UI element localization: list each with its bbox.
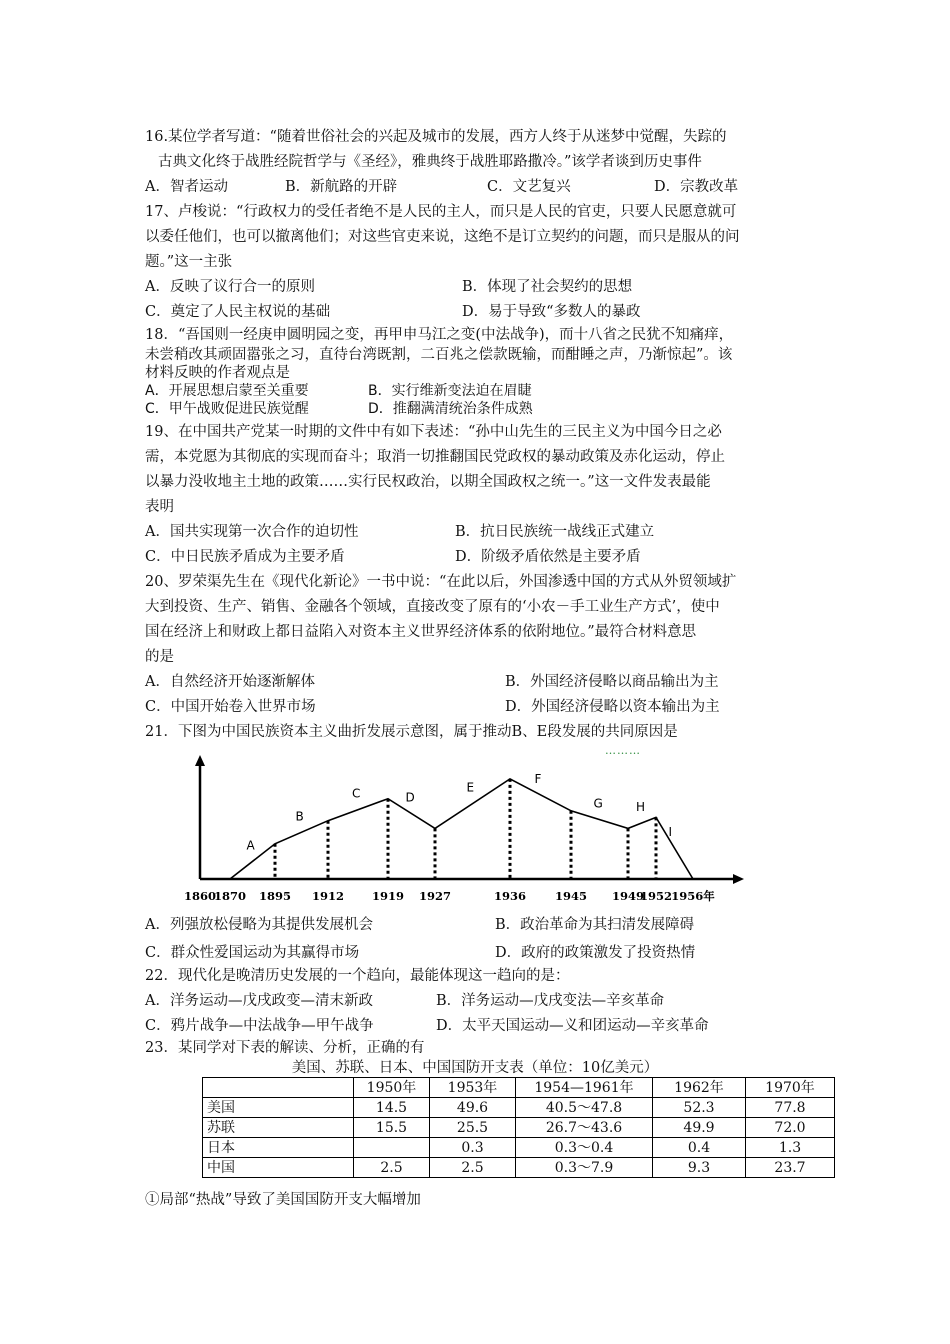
q23-note1: ①局部“热战”导致了美国国防开支大幅增加	[145, 1192, 421, 1208]
table-cell: 苏联	[203, 1118, 354, 1138]
table-cell: 9.3	[653, 1158, 746, 1178]
q16-option-d[interactable]: D．宗教改革	[654, 179, 739, 195]
x-tick-label: 1956年	[671, 889, 715, 903]
q20-option-b[interactable]: B．外国经济侵略以商品输出为主	[505, 674, 719, 690]
table-header-cell: 1970年	[746, 1078, 835, 1098]
table-cell: 14.5	[354, 1098, 430, 1118]
q17-line2: 以委任他们，也可以撤离他们；对这些官吏来说，这绝不是订立契约的问题，而只是服从的问	[145, 229, 740, 245]
q20-line3: 国在经济上和财政上都日益陷入对资本主义世界经济体系的依附地位。”最符合材料意思	[145, 624, 697, 640]
table-cell: 中国	[203, 1158, 354, 1178]
q22-line1: 22．现代化是晚清历史发展的一个趋向，最能体现这一趋向的是：	[145, 968, 570, 984]
table-cell: 0.3	[430, 1138, 516, 1158]
table-cell: 2.5	[430, 1158, 516, 1178]
development-curve	[230, 779, 693, 879]
table-cell: 0.3～7.9	[516, 1158, 653, 1178]
x-tick-label: 1949	[611, 889, 645, 903]
segment-label-A: A	[246, 838, 255, 853]
q17-option-c[interactable]: C．奠定了人民主权说的基础	[145, 304, 331, 320]
table-cell: 72.0	[746, 1118, 835, 1138]
table-cell	[354, 1138, 430, 1158]
table-header-cell: 1950年	[354, 1078, 430, 1098]
table-cell: 49.9	[653, 1118, 746, 1138]
table-cell: 日本	[203, 1138, 354, 1158]
table-header-cell	[203, 1078, 354, 1098]
q16-option-b[interactable]: B．新航路的开辟	[285, 179, 398, 195]
q21-dots: ………	[605, 744, 641, 757]
segment-label-E: E	[466, 780, 475, 795]
q20-option-c[interactable]: C．中国开始卷入世界市场	[145, 699, 316, 715]
q16-option-c[interactable]: C．文艺复兴	[487, 179, 571, 195]
q18-option-b[interactable]: B．实行维新变法迫在眉睫	[368, 383, 532, 399]
q16-line2: 古典文化终于战胜经院哲学与《圣经》，雅典终于战胜耶路撒冷。”该学者谈到历史事件	[158, 154, 702, 170]
table-cell: 美国	[203, 1098, 354, 1118]
table-header-row	[203, 1078, 835, 1098]
q18-option-c[interactable]: C．甲午战败促进民族觉醒	[145, 401, 309, 417]
table-cell: 2.5	[354, 1158, 430, 1178]
q19-line3: 以暴力没收地主土地的政策……实行民权政治，以期全国政权之统一。”这一文件发表最能	[145, 474, 711, 490]
q21-option-a[interactable]: A．列强放松侵略为其提供发展机会	[145, 917, 373, 933]
q17-line1: 17、卢梭说：“行政权力的受任者绝不是人民的主人，而只是人民的官吏，只要人民愿意就可	[145, 204, 737, 220]
segment-label-F: F	[534, 771, 542, 786]
table-cell: 52.3	[653, 1098, 746, 1118]
capitalism-development-chart	[170, 755, 750, 915]
q19-option-a[interactable]: A．国共实现第一次合作的迫切性	[145, 524, 359, 540]
x-axis-arrow-icon	[733, 874, 744, 884]
segment-label-H: H	[636, 799, 646, 814]
q20-line2: 大到投资、生产、销售、金融各个领域，直接改变了原有的‘小农－手工业生产方式’，使中	[145, 599, 720, 615]
q20-line1: 20、罗荣渠先生在《现代化新论》一书中说：“在此以后，外国渗透中国的方式从外贸领域扩	[145, 574, 737, 590]
q18-line3: 材料反映的作者观点是	[145, 365, 290, 381]
q18-line2: 未尝稍改其顽固嚣张之习，直待台湾既割，二百兆之偿款既输，而酣睡之声，乃渐惊起”。该	[145, 347, 733, 363]
segment-label-B: B	[295, 809, 304, 824]
q23-table-title: 美国、苏联、日本、中国国防开支表（单位：10亿美元）	[291, 1060, 659, 1076]
defense-spending-table	[202, 1077, 835, 1178]
x-tick-label: 1860	[183, 889, 217, 903]
x-tick-label: 1945	[554, 889, 588, 903]
table-cell: 26.7～43.6	[516, 1118, 653, 1138]
table-row	[203, 1098, 835, 1118]
segment-label-D: D	[405, 790, 415, 805]
q20-option-d[interactable]: D．外国经济侵略以资本输出为主	[505, 699, 720, 715]
y-axis-arrow-icon	[195, 755, 205, 766]
x-tick-label: 1895	[258, 889, 292, 903]
q17-line3: 题。”这一主张	[145, 254, 233, 270]
table-cell: 0.4	[653, 1138, 746, 1158]
q19-option-b[interactable]: B．抗日民族统一战线正式建立	[455, 524, 655, 540]
table-header-cell: 1954—1961年	[516, 1078, 653, 1098]
q20-line4: 的是	[145, 649, 174, 665]
q22-option-b[interactable]: B．洋务运动—戊戌变法—辛亥革命	[436, 993, 665, 1009]
x-tick-label: 1912	[311, 889, 345, 903]
table-header-cell: 1953年	[430, 1078, 516, 1098]
x-tick-label: 1936	[493, 889, 527, 903]
q18-option-d[interactable]: D．推翻满清统治条件成熟	[368, 401, 533, 417]
table-cell: 15.5	[354, 1118, 430, 1138]
q19-option-d[interactable]: D．阶级矛盾依然是主要矛盾	[455, 549, 641, 565]
q17-option-b[interactable]: B．体现了社会契约的思想	[462, 279, 633, 295]
x-tick-label: 1952	[639, 889, 673, 903]
table-header-cell: 1962年	[653, 1078, 746, 1098]
q21-option-d[interactable]: D．政府的政策激发了投资热情	[495, 945, 696, 961]
q22-option-a[interactable]: A．洋务运动—戊戌政变—清末新政	[145, 993, 373, 1009]
q18-option-a[interactable]: A．开展思想启蒙至关重要	[145, 383, 309, 399]
segment-label-I: I	[668, 825, 673, 840]
table-cell: 25.5	[430, 1118, 516, 1138]
table-cell: 23.7	[746, 1158, 835, 1178]
table-cell: 0.3～0.4	[516, 1138, 653, 1158]
q16-option-a[interactable]: A．智者运动	[145, 179, 228, 195]
q19-line1: 19、在中国共产党某一时期的文件中有如下表述：“孙中山先生的三民主义为中国今日之必	[145, 424, 722, 440]
segment-label-C: C	[352, 786, 361, 801]
table-row	[203, 1118, 835, 1138]
table-row	[203, 1158, 835, 1178]
q22-option-d[interactable]: D．太平天国运动—义和团运动—辛亥革命	[436, 1018, 709, 1034]
q22-option-c[interactable]: C．鸦片战争—中法战争—甲午战争	[145, 1018, 374, 1034]
x-tick-label: 1919	[371, 889, 405, 903]
q20-option-a[interactable]: A．自然经济开始逐渐解体	[145, 674, 315, 690]
q23-line1: 23．某同学对下表的解读、分析，正确的有	[145, 1040, 425, 1056]
x-tick-label: 1870	[213, 889, 247, 903]
table-cell: 77.8	[746, 1098, 835, 1118]
q17-option-a[interactable]: A．反映了议行合一的原则	[145, 279, 315, 295]
q18-line1: 18．“吾国则一经庚申圆明园之变，再甲申马江之变(中法战争)，而十八省之民犹不知痛痒，	[145, 327, 734, 343]
q21-option-c[interactable]: C．群众性爱国运动为其赢得市场	[145, 945, 360, 961]
q21-line1: 21．下图为中国民族资本主义曲折发展示意图，属于推动B、E段发展的共同原因是	[145, 724, 678, 740]
q21-option-b[interactable]: B．政治革命为其扫清发展障碍	[495, 917, 695, 933]
q19-line4: 表明	[145, 499, 174, 515]
q16-line1: 16.某位学者写道：“随着世俗社会的兴起及城市的发展，西方人终于从迷梦中觉醒，失踪的	[145, 129, 727, 145]
segment-label-G: G	[593, 796, 603, 811]
q19-line2: 需，本党愿为其彻底的实现而奋斗；取消一切推翻国民党政权的暴动政策及赤化运动，停止	[145, 449, 725, 465]
table-row	[203, 1138, 835, 1158]
table-cell: 49.6	[430, 1098, 516, 1118]
table-cell: 1.3	[746, 1138, 835, 1158]
table-cell: 40.5～47.8	[516, 1098, 653, 1118]
q19-option-c[interactable]: C．中日民族矛盾成为主要矛盾	[145, 549, 345, 565]
q17-option-d[interactable]: D．易于导致“多数人的暴政	[462, 304, 641, 320]
x-tick-label: 1927	[418, 889, 452, 903]
